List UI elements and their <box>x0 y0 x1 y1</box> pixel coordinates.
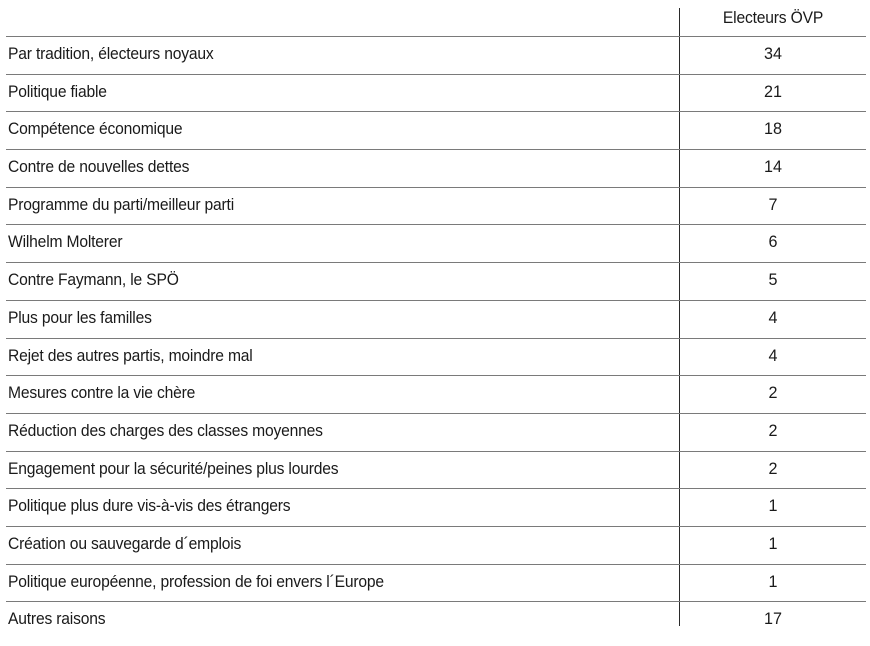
row-value: 2 <box>768 458 778 478</box>
table-row <box>6 526 866 564</box>
row-value: 1 <box>768 533 778 553</box>
row-value: 1 <box>768 571 778 591</box>
row-label: Par tradition, électeurs noyaux <box>8 44 214 63</box>
table-row <box>6 601 866 639</box>
row-value: 2 <box>768 420 778 440</box>
table-row <box>6 74 866 112</box>
table-header <box>0 0 866 36</box>
row-value: 17 <box>764 609 782 629</box>
row-label: Compétence économique <box>8 119 183 139</box>
table-row <box>6 413 866 451</box>
row-label: Programme du parti/meilleur parti <box>8 194 235 214</box>
table-row <box>6 451 866 489</box>
row-value: 1 <box>768 496 778 516</box>
row-label: Mesures contre la vie chère <box>8 383 196 403</box>
table-row <box>6 187 866 225</box>
table-row <box>6 300 866 338</box>
row-value: 6 <box>768 232 778 252</box>
row-value: 14 <box>764 157 782 177</box>
row-label: Politique plus dure vis-à-vis des étrangers <box>8 496 291 516</box>
row-value: 18 <box>764 119 782 139</box>
row-label: Réduction des charges des classes moyennes <box>8 420 323 440</box>
row-label: Politique européenne, profession de foi envers l´Europe <box>8 571 384 591</box>
row-label: Rejet des autres partis, moindre mal <box>8 345 253 365</box>
row-label: Autres raisons <box>8 609 106 629</box>
table-row <box>6 149 866 187</box>
table-row <box>6 36 866 74</box>
row-value: 2 <box>768 383 778 403</box>
row-label: Contre de nouvelles dettes <box>8 157 190 177</box>
table-row <box>6 262 866 300</box>
column-header-ovp: Electeurs ÖVP <box>722 8 824 27</box>
table-row <box>6 375 866 413</box>
row-value: 34 <box>764 44 782 63</box>
table-row <box>6 338 866 376</box>
row-label: Engagement pour la sécurité/peines plus lourdes <box>8 458 339 478</box>
row-label: Wilhelm Molterer <box>8 232 123 252</box>
row-value: 7 <box>768 194 778 214</box>
row-label: Création ou sauvegarde d´emplois <box>8 533 242 553</box>
row-value: 5 <box>768 270 778 290</box>
table-row <box>6 224 866 262</box>
table-row <box>6 564 866 602</box>
row-value: 4 <box>768 345 778 365</box>
row-value: 21 <box>764 81 782 101</box>
row-label: Politique fiable <box>8 81 107 101</box>
row-label: Plus pour les familles <box>8 307 152 327</box>
row-label: Contre Faymann, le SPÖ <box>8 270 179 290</box>
table-row <box>6 111 866 149</box>
table-body <box>6 36 866 639</box>
table-row <box>6 488 866 526</box>
row-value: 4 <box>768 307 778 327</box>
